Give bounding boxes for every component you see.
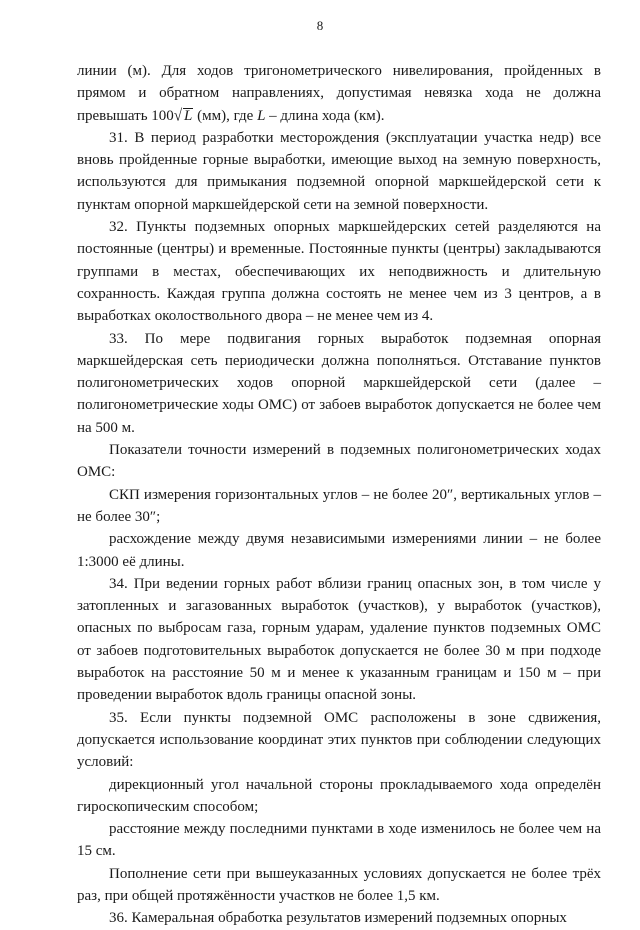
leveling-text-b: (мм), где bbox=[193, 107, 258, 124]
paragraph-network-replenishment: Пополнение сети при вышеуказанных условиях допускается не более трёх раз, при общей протяжённости участков не более 1,5 км. bbox=[77, 865, 601, 904]
leveling-text-a: линии (м). Для ходов тригонометрического нивелирования, пройденных в прямом и обратном направлениях, допустимая невязка хода не должна превышать 100 bbox=[77, 63, 601, 124]
paragraph-leveling-tolerance bbox=[77, 60, 601, 127]
sqrt-variable: L bbox=[184, 107, 193, 124]
paragraph-direction-angle: дирекционный угол начальной стороны прокладываемого хода определён гироскопическим способом; bbox=[77, 776, 601, 815]
paragraph-33: 33. По мере подвигания горных выработок подземная опорная маркшейдерская сеть периодически должна пополняться. Отставание пунктов полигонометрических ходов опорной маркшейдерской сети (далее – полигонометрические ходы ОМС) от забоев выработок допускается не более чем на 500 м. bbox=[77, 330, 601, 436]
paragraph-accuracy-indicators: Показатели точности измерений в подземных полигонометрических ходах ОМС: bbox=[77, 442, 601, 481]
paragraph-36: 36. Камеральная обработка результатов измерений подземных опорных bbox=[109, 910, 567, 927]
paragraph-31: 31. В период разработки месторождения (эксплуатации участка недр) все вновь пройденные горные выработки, имеющие выход на земную поверхность, используются для примыкания подземной опорной маркшейдерской сети к пунктам опорной маркшейдерской сети на земной поверхности. bbox=[77, 129, 601, 213]
document-body bbox=[77, 60, 601, 930]
leveling-text-c: – длина хода (км). bbox=[265, 107, 385, 124]
sqrt-argument bbox=[183, 108, 193, 123]
paragraph-32: 32. Пункты подземных опорных маркшейдерских сетей разделяются на постоянные (центры) и временные. Постоянные пункты (центры) закладываются группами в местах, обеспечивающих их неподвижность и длительную сохранность. Каждая группа должна состоять не менее чем из 3 центров, а в выработках околоствольного двора – не менее чем из 4. bbox=[77, 219, 601, 325]
page-number: 8 bbox=[316, 18, 324, 33]
paragraph-35: 35. Если пункты подземной ОМС расположены в зоне сдвижения, допускается использование координат этих пунктов при соблюдении следующих условий: bbox=[77, 709, 601, 771]
paragraph-34: 34. При ведении горных работ вблизи границ опасных зон, в том числе у затопленных и загазованных выработок (участков), у выработок (участков), опасных по выбросам газа, горным ударам, удаление пунктов подземных ОМС от забоев подготовительных выработок допускается не более 30 м при подходе выработок на расстояние 50 м и менее к указанным границам и 150 м – при проведении выработок вдоль границы опасной зоны. bbox=[77, 575, 601, 704]
sqrt-symbol: √ bbox=[173, 106, 183, 125]
paragraph-skp-angles: СКП измерения горизонтальных углов – не более 20″, вертикальных углов – не более 30″; bbox=[77, 486, 601, 525]
paragraph-line-discrepancy: расхождение между двумя независимыми измерениями линии – не более 1:3000 её длины. bbox=[77, 531, 601, 570]
paragraph-points-distance: расстояние между последними пунктами в ходе изменилось не более чем на 15 см. bbox=[77, 821, 601, 860]
length-variable: L bbox=[257, 107, 266, 124]
